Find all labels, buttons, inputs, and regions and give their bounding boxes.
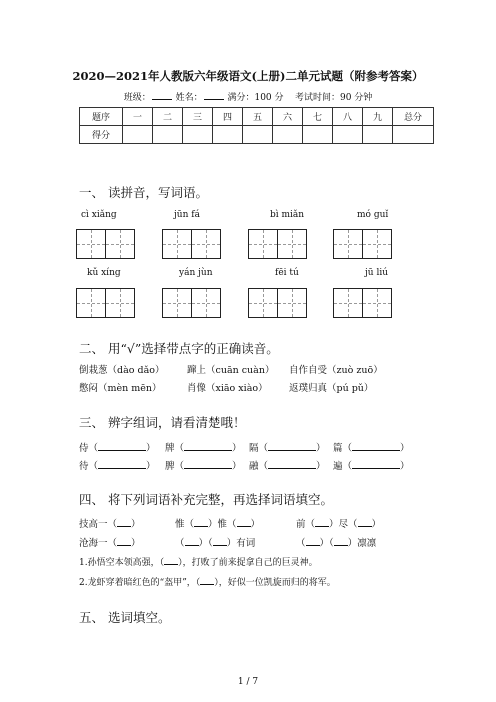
class-label: 班级： — [123, 93, 151, 103]
section-5-heading: 五、 选词填空。 — [79, 610, 171, 625]
score-header-cell: 二 — [153, 108, 183, 126]
idiom-part: ）惟（ — [208, 519, 237, 530]
page-title: 2020—2021年人教版六年级语文(上册)二单元试题（附参考答案） — [72, 69, 424, 83]
char-prompt: 牌（ — [165, 443, 185, 454]
char-prompt: 侍（ — [79, 443, 99, 454]
sentence-part: 1.孙悟空本领高强，（ — [79, 558, 165, 568]
name-blank[interactable] — [204, 91, 224, 100]
score-header-cell: 四 — [213, 108, 243, 126]
score-row — [80, 126, 434, 144]
pinyin: jū liú — [365, 268, 389, 278]
paren-close: ） — [146, 461, 156, 472]
word-pair — [249, 440, 326, 454]
char-prompt: 隔（ — [249, 443, 269, 454]
score-cell[interactable] — [213, 126, 243, 144]
paren-close: ） — [232, 461, 242, 472]
paren-close: ） — [316, 461, 326, 472]
score-cell[interactable] — [183, 126, 213, 144]
score-cell[interactable] — [273, 126, 303, 144]
idiom-part: 惟（ — [175, 519, 195, 530]
char-prompt: 篇（ — [333, 443, 353, 454]
pronunciation-item[interactable]: 倒栽葱（dào dǎo） — [79, 365, 165, 376]
idiom-part: ） — [250, 519, 261, 530]
answer-blank[interactable] — [194, 517, 208, 527]
sentence-part: ），打败了前来捉拿自己的巨灵神。 — [178, 558, 318, 568]
score-header-cell: 题序 — [80, 108, 123, 126]
score-header-cell: 三 — [183, 108, 213, 126]
idiom-item — [175, 535, 255, 549]
char-prompt: 待（ — [79, 461, 99, 472]
paren-close: ） — [232, 443, 242, 454]
answer-blank[interactable] — [185, 536, 199, 546]
idiom-part: 沧海一（ — [79, 538, 118, 549]
grid-cell[interactable] — [248, 288, 278, 318]
word-pair — [333, 458, 410, 472]
pronunciation-item[interactable]: 自作自受（zuò zuō） — [289, 365, 383, 376]
pronunciation-item[interactable]: 蹿上（cuān cuàn） — [187, 365, 275, 376]
writing-grid[interactable] — [333, 288, 391, 318]
score-header-row — [80, 108, 434, 126]
score-header-cell: 一 — [123, 108, 153, 126]
pronunciation-item[interactable]: 憋闷（mèn mēn） — [79, 383, 162, 394]
name-label: 姓名： — [175, 93, 203, 103]
grid-cell[interactable] — [76, 288, 106, 318]
grid-cell[interactable] — [277, 288, 307, 318]
paren-close: ） — [146, 443, 156, 454]
idiom-part: ）（ — [198, 538, 213, 549]
answer-blank[interactable] — [237, 517, 251, 527]
word-pair — [165, 458, 242, 472]
score-cell[interactable] — [303, 126, 333, 144]
score-cell[interactable] — [123, 126, 153, 144]
grid-cell[interactable] — [333, 229, 363, 259]
pinyin: jūn fá — [174, 210, 200, 220]
char-prompt: 遍（ — [333, 461, 353, 472]
fill-sentence — [79, 575, 336, 588]
paren-close: ） — [400, 461, 410, 472]
idiom-part: ） — [131, 519, 141, 530]
score-header-cell: 五 — [243, 108, 273, 126]
answer-blank[interactable] — [184, 441, 232, 451]
answer-blank[interactable] — [98, 441, 146, 451]
answer-blank[interactable] — [268, 441, 316, 451]
idiom-item — [296, 535, 376, 549]
char-prompt: 脾（ — [165, 461, 185, 472]
grid-cell[interactable] — [162, 229, 192, 259]
answer-blank[interactable] — [334, 536, 348, 546]
section-3-heading: 三、 辨字组词，请看清楚哦！ — [79, 415, 246, 430]
idiom-part: ）凛凛 — [347, 538, 377, 549]
pronunciation-item[interactable]: 返璞归真（pú pǔ） — [289, 383, 374, 394]
answer-blank[interactable] — [352, 459, 400, 469]
score-cell[interactable] — [153, 126, 183, 144]
idiom-part: ）有词 — [226, 538, 256, 549]
idiom-item — [175, 516, 260, 530]
grid-cell[interactable] — [191, 229, 221, 259]
writing-grid[interactable] — [76, 288, 134, 318]
answer-blank[interactable] — [213, 536, 227, 546]
exam-time: 考试时间：90 分钟 — [294, 93, 373, 103]
pinyin: mó guǐ — [357, 210, 389, 220]
pinyin: cì xiǎng — [81, 210, 117, 220]
grid-cell[interactable] — [76, 229, 106, 259]
score-header-cell: 八 — [333, 108, 363, 126]
answer-blank[interactable] — [352, 441, 400, 451]
score-cell[interactable] — [243, 126, 273, 144]
full-score: 满分：100 分 — [227, 93, 284, 103]
pinyin: kǔ xíng — [87, 268, 121, 278]
grid-cell[interactable] — [333, 288, 363, 318]
grid-cell[interactable] — [248, 229, 278, 259]
grid-cell[interactable] — [105, 229, 135, 259]
idiom-part: （ — [296, 538, 306, 549]
score-header-cell: 七 — [303, 108, 333, 126]
writing-grid[interactable] — [162, 288, 220, 318]
word-pair — [79, 440, 156, 454]
writing-grid[interactable] — [333, 229, 391, 259]
score-cell[interactable] — [333, 126, 363, 144]
fill-sentence — [79, 555, 318, 568]
score-header-cell: 六 — [273, 108, 303, 126]
score-header-cell: 总分 — [393, 108, 434, 126]
answer-blank[interactable] — [358, 517, 372, 527]
class-blank[interactable] — [152, 91, 172, 100]
paren-close: ） — [400, 443, 410, 454]
grid-cell[interactable] — [362, 229, 392, 259]
idiom-part: 技高一（ — [79, 519, 118, 530]
char-prompt: 融（ — [249, 461, 269, 472]
section-1-heading: 一、 读拼音，写词语。 — [79, 185, 208, 200]
answer-blank[interactable] — [164, 555, 178, 565]
score-cell[interactable] — [393, 126, 434, 144]
writing-grid[interactable] — [248, 288, 306, 318]
idiom-part: ）（ — [319, 538, 334, 549]
section-2-heading: 二、 用“√”选择带点字的正确读音。 — [79, 341, 279, 356]
pinyin: yán jùn — [179, 268, 213, 278]
idiom-item — [296, 516, 381, 530]
idiom-part: ） — [131, 538, 141, 549]
pinyin: fēi tú — [275, 268, 299, 278]
section-4-heading: 四、 将下列词语补充完整，再选择词语填空。 — [79, 492, 333, 507]
word-pair — [333, 440, 410, 454]
grid-cell[interactable] — [105, 288, 135, 318]
answer-blank[interactable] — [200, 575, 214, 585]
grid-cell[interactable] — [191, 288, 221, 318]
score-table — [79, 107, 434, 144]
grid-cell[interactable] — [362, 288, 392, 318]
score-header-cell: 九 — [363, 108, 393, 126]
answer-blank[interactable] — [268, 459, 316, 469]
writing-grid[interactable] — [76, 229, 134, 259]
answer-blank[interactable] — [98, 459, 146, 469]
idiom-part: ） — [371, 519, 382, 530]
answer-blank[interactable] — [117, 517, 131, 527]
exam-info — [0, 90, 496, 103]
writing-grid[interactable] — [248, 229, 306, 259]
word-pair — [165, 440, 242, 454]
score-cell[interactable] — [363, 126, 393, 144]
answer-blank[interactable] — [184, 459, 232, 469]
idiom-part: ）尽（ — [329, 519, 358, 530]
idiom-part: 前（ — [296, 519, 316, 530]
grid-cell[interactable] — [162, 288, 192, 318]
word-pair — [249, 458, 326, 472]
sentence-part: ），好似一位凯旋而归的将军。 — [214, 578, 336, 588]
idiom-item — [79, 516, 141, 530]
paren-close: ） — [316, 443, 326, 454]
answer-blank[interactable] — [306, 536, 320, 546]
answer-blank[interactable] — [117, 536, 131, 546]
word-pair — [79, 458, 156, 472]
sentence-part: 2.龙虾穿着暗红色的“盔甲”，（ — [79, 578, 201, 588]
answer-blank[interactable] — [315, 517, 329, 527]
pronunciation-item[interactable]: 肖像（xiāo xiào） — [187, 383, 268, 394]
idiom-part: （ — [175, 538, 185, 549]
grid-cell[interactable] — [277, 229, 307, 259]
writing-grid[interactable] — [162, 229, 220, 259]
score-row-label: 得分 — [80, 126, 123, 144]
idiom-item — [79, 535, 141, 549]
pinyin: bì miǎn — [270, 210, 305, 220]
page-number: 1 / 7 — [237, 677, 259, 687]
